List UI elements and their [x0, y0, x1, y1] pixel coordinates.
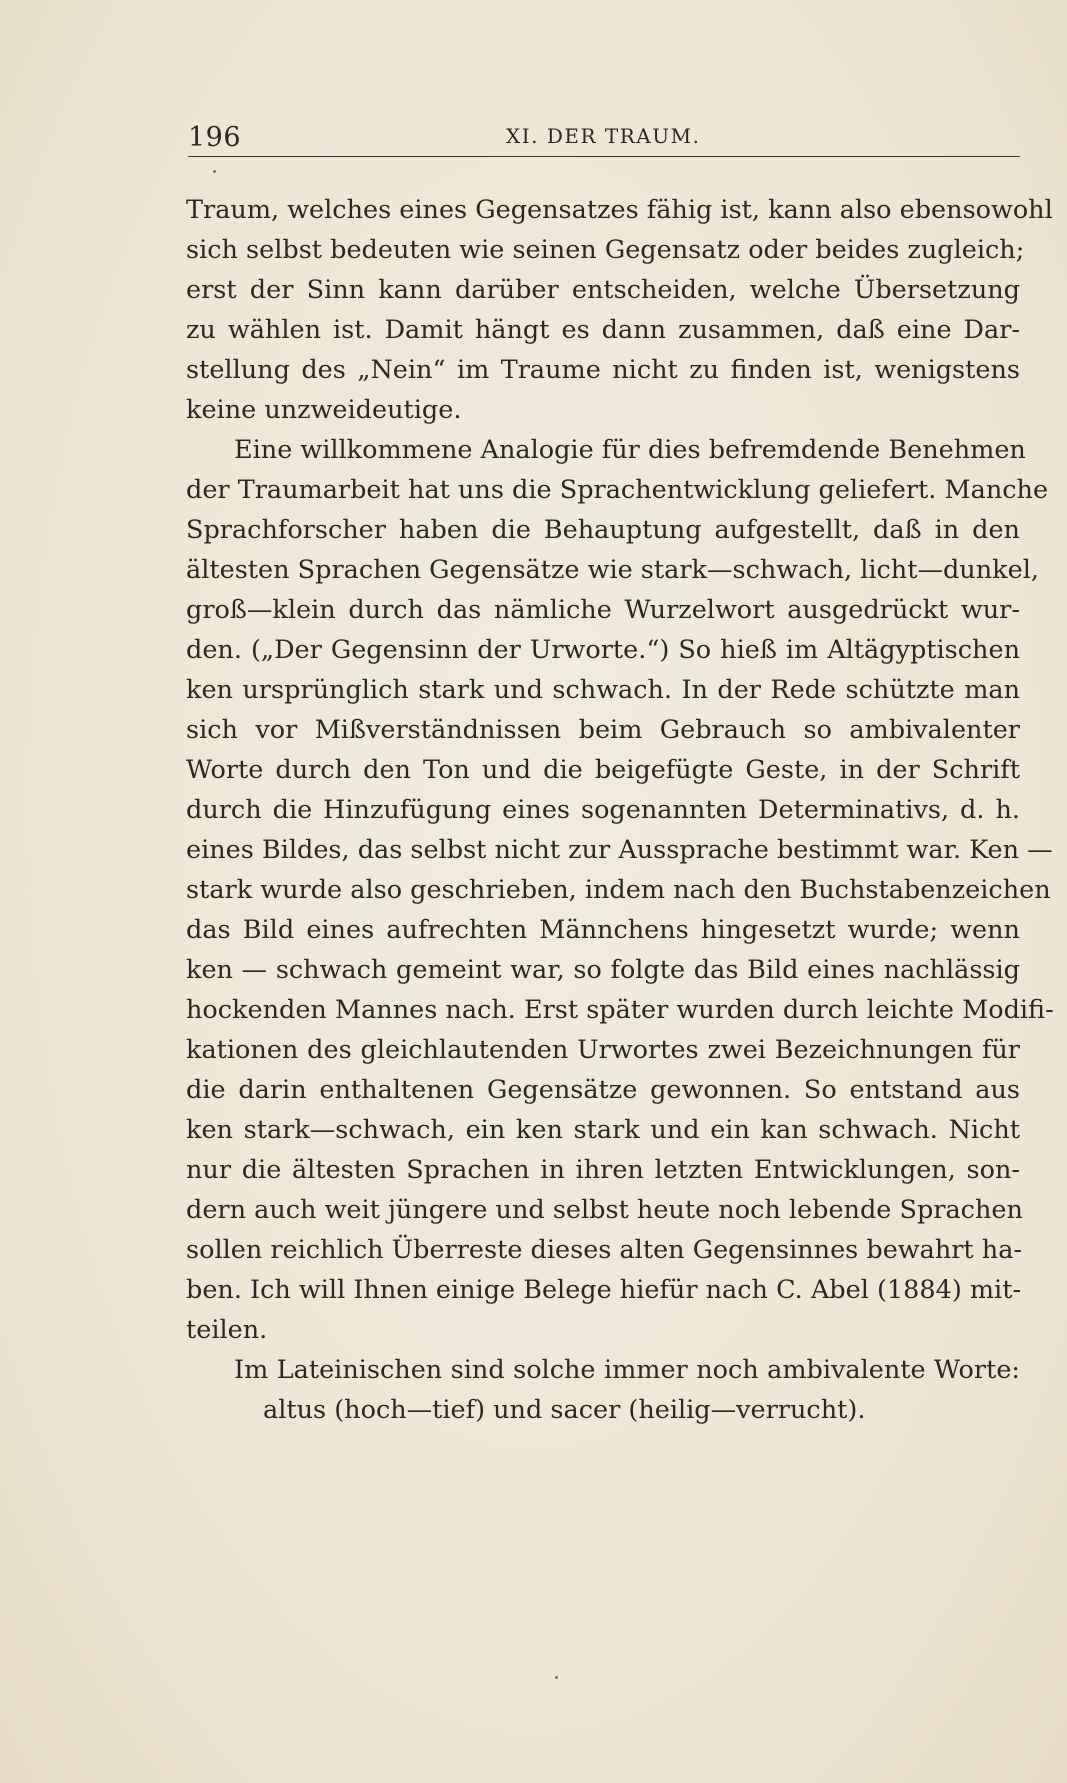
header-rule	[188, 156, 1020, 157]
text-line: hockenden Mannes nach. Erst später wurden durch leichte Modifi-	[186, 995, 1054, 1025]
text-line: nur die ältesten Sprachen in ihren letzten Entwicklungen, son-	[186, 1155, 1020, 1185]
page-number: 196	[188, 122, 242, 153]
text-line: das Bild eines aufrechten Männchens hingesetzt wurde; wenn	[186, 915, 1020, 945]
text-line: der Traumarbeit hat uns die Sprachentwicklung geliefert. Manche	[186, 475, 1049, 505]
text-line: stellung des „Nein“ im Traume nicht zu finden ist, wenigstens	[186, 355, 1020, 385]
page-header	[188, 118, 1020, 158]
text-line: stark wurde also geschrieben, indem nach den Buchstabenzeichen	[186, 875, 1051, 905]
text-line: Traum, welches eines Gegensatzes fähig ist, kann also ebensowohl	[186, 195, 1053, 225]
text-line: Eine willkommene Analogie für dies befremdende Benehmen	[234, 435, 1026, 465]
text-line: ken ursprünglich stark und schwach. In der Rede schützte man	[186, 675, 1020, 705]
text-line: durch die Hinzufügung eines sogenannten Determinativs, d. h.	[186, 795, 1020, 825]
text-line: eines Bildes, das selbst nicht zur Aussprache bestimmt war. Ken —	[186, 835, 1053, 865]
text-line: die darin enthaltenen Gegensätze gewonnen. So entstand aus	[186, 1075, 1020, 1105]
text-line: ältesten Sprachen Gegensätze wie stark—schwach, licht—dunkel,	[186, 555, 1039, 585]
text-line: Sprachforscher haben die Behauptung aufgestellt, daß in den	[186, 515, 1020, 545]
body-text	[186, 190, 1054, 1430]
text-line: kationen des gleichlautenden Urwortes zwei Bezeichnungen für	[186, 1035, 1020, 1065]
text-line: keine unzweideutige.	[186, 395, 462, 425]
text-line: dern auch weit jüngere und selbst heute noch lebende Sprachen	[186, 1195, 1023, 1225]
text-line: Worte durch den Ton und die beigefügte Geste, in der Schrift	[186, 755, 1020, 785]
text-line: erst der Sinn kann darüber entscheiden, welche Übersetzung	[186, 275, 1020, 305]
paper-speck	[555, 1676, 558, 1679]
text-line: sich selbst bedeuten wie seinen Gegensatz oder beides zugleich;	[186, 235, 1025, 265]
text-line: groß—klein durch das nämliche Wurzelwort ausgedrückt wur-	[186, 595, 1020, 625]
text-line: altus (hoch—tief) und sacer (heilig—verrucht).	[263, 1395, 866, 1425]
text-line: sollen reichlich Überreste dieses alten Gegensinnes bewahrt ha-	[186, 1235, 1023, 1265]
text-line: Im Lateinischen sind solche immer noch ambivalente Worte:	[234, 1355, 1020, 1385]
text-line: ken stark—schwach, ein ken stark und ein kan schwach. Nicht	[186, 1115, 1020, 1145]
text-line: den. („Der Gegensinn der Urworte.“) So hieß im Altägyptischen	[186, 635, 1020, 665]
text-line: zu wählen ist. Damit hängt es dann zusammen, daß eine Dar-	[186, 315, 1020, 345]
text-line: teilen.	[186, 1315, 268, 1345]
text-line: ben. Ich will Ihnen einige Belege hiefür nach C. Abel (1884) mit-	[186, 1275, 1022, 1305]
text-line: ken — schwach gemeint war, so folgte das Bild eines nachlässig	[186, 955, 1020, 985]
paper-speck	[213, 170, 216, 173]
running-head: XI. DER TRAUM.	[506, 124, 701, 148]
text-line: sich vor Mißverständnissen beim Gebrauch so ambivalenter	[186, 715, 1020, 745]
